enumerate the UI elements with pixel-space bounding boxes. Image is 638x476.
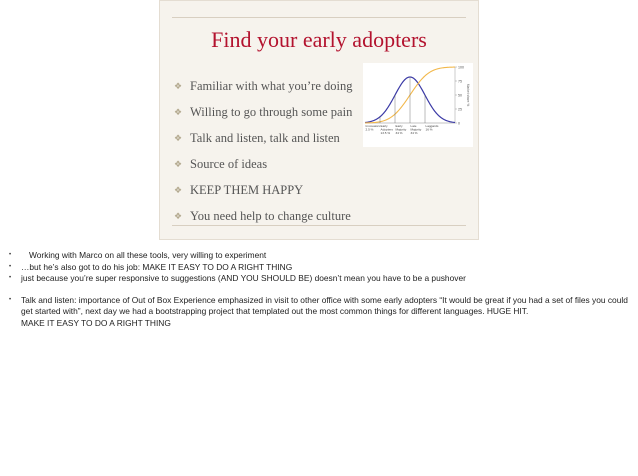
bullet-item: [174, 73, 352, 99]
category-label: Early: [380, 124, 388, 128]
bullet-text: Familiar with what you’re doing: [190, 78, 353, 93]
note-bullet-icon: •: [9, 296, 12, 303]
note-text: just because you’re super responsive to suggestions (AND YOU SHOULD BE) doesn’t mean you have to be a pushover: [21, 273, 466, 283]
category-label: Majority: [395, 127, 407, 132]
note-text: Talk and listen: importance of Out of Box Experience emphasized in visit to other office with some early adopters “It would be great if you had a set of files you could get started with”, next day we had a bootstrapping project that templated out the most common things for different languages. HUGE HIT.: [21, 294, 628, 316]
diamond-bullet-icon: ❖: [174, 210, 183, 221]
note-item: [9, 295, 629, 330]
category-share-label: 2.5 %: [365, 127, 374, 132]
note-item: [9, 273, 629, 285]
bullet-item: [174, 125, 352, 151]
slide-top-rule: [172, 17, 466, 18]
bullet-text: Willing to go through some pain: [190, 104, 353, 119]
adoption-curve-chart: [363, 63, 473, 147]
bullet-item: [174, 151, 352, 177]
category-label: Majority: [410, 127, 422, 132]
note-bullet-icon: •: [9, 252, 12, 258]
category-label: Laggards: [425, 124, 439, 128]
note-text: …but he’s also got to do his job: MAKE IT EASY TO DO A RIGHT THING: [21, 261, 293, 272]
bullet-item: [174, 99, 352, 125]
bullet-list: [174, 73, 352, 229]
note-bullet-icon: •: [9, 275, 12, 281]
slide-bottom-rule: [172, 225, 466, 226]
category-share-label: 34 %: [395, 131, 403, 136]
category-share-label: 16 %: [425, 127, 433, 132]
note-text: Working with Marco on all these tools, very willing to experiment: [29, 250, 267, 260]
category-label: Early: [395, 124, 403, 128]
chart-y-tick-label: 50: [458, 93, 462, 98]
bullet-text: KEEP THEM HAPPY: [190, 182, 304, 197]
bullet-text: You need help to change culture: [190, 208, 351, 223]
chart-y-axis-label: Market share %: [466, 83, 470, 107]
category-share-label: 13.5 %: [380, 131, 391, 136]
category-label: Adopters: [380, 127, 393, 132]
note-item: [9, 250, 629, 262]
slide: [159, 0, 479, 240]
chart-y-tick-label: 25: [458, 107, 462, 112]
category-share-label: 34 %: [410, 131, 418, 136]
chart-y-tick-label: 0: [458, 121, 460, 126]
category-label: Innovators: [365, 124, 380, 128]
slide-title: Find your early adopters: [211, 27, 427, 52]
diamond-bullet-icon: ❖: [174, 132, 183, 143]
diamond-bullet-icon: ❖: [174, 184, 183, 195]
diamond-bullet-icon: ❖: [174, 80, 183, 91]
diamond-bullet-icon: ❖: [174, 106, 183, 117]
note-item: [9, 262, 629, 274]
chart-y-tick-label: 100: [458, 65, 464, 70]
bullet-text: Source of ideas: [190, 156, 268, 171]
bullet-item: [174, 177, 352, 203]
category-label: Late: [410, 124, 417, 128]
chart-y-tick-label: 75: [458, 79, 462, 84]
diamond-bullet-icon: ❖: [174, 158, 183, 169]
chart-background: [363, 63, 473, 147]
note-text-emphasis: MAKE IT EASY TO DO A RIGHT THING: [21, 317, 171, 328]
speaker-notes: [9, 250, 629, 329]
note-bullet-icon: •: [9, 263, 12, 270]
bullet-text: Talk and listen, talk and listen: [190, 130, 340, 145]
